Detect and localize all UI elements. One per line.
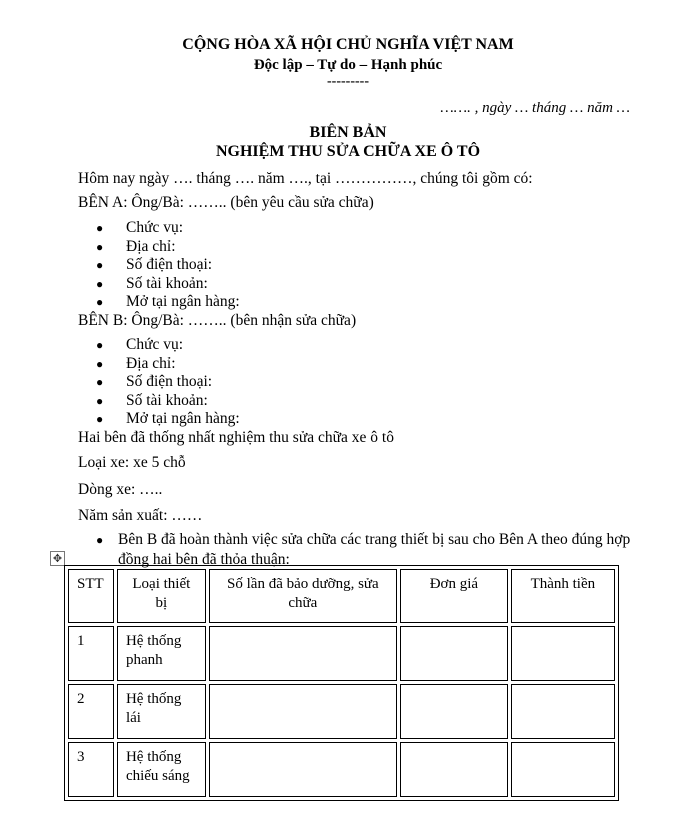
republic-heading: CỘNG HÒA XÃ HỘI CHỦ NGHĨA VIỆT NAM [182,36,514,53]
table-cell[interactable] [400,684,508,739]
table-cell[interactable] [511,626,615,681]
bullet-icon: ● [96,258,104,272]
table-cell[interactable] [209,684,397,739]
list-item: ● Chức vụ: [96,336,184,353]
header-cell: STT [68,569,114,623]
repair-table [64,565,619,801]
agreement-text: Hai bên đã thống nhất nghiệm thu sửa chữa xe ô tô [78,429,394,446]
table-cell[interactable]: Hệ thống lái [117,684,206,739]
bullet-icon: ● [96,221,104,235]
motto: Độc lập – Tự do – Hạnh phúc [253,57,443,73]
bullet-icon: ● [96,533,104,547]
header-cell: Loại thiết bị [117,569,206,623]
bullet-icon: ● [96,393,104,408]
vehicle-model: Dòng xe: ….. [78,481,163,498]
bullet-icon: ● [96,375,104,389]
bullet-icon: ● [96,295,104,309]
separator: --------- [327,74,369,89]
table-row [68,742,615,797]
party-a-heading: BÊN A: Ông/Bà: …….. (bên yêu cầu sửa chữa) [78,194,374,211]
list-item: ● Số tài khoản: [96,391,208,409]
table-cell[interactable]: 1 [68,626,114,681]
vehicle-type: Loại xe: xe 5 chỗ [78,454,186,471]
move-handle-icon[interactable]: ✥ [50,551,65,566]
table-cell[interactable] [511,742,615,797]
list-item: ● Số tài khoản: [96,274,208,292]
party-b-list [78,336,240,429]
table-cell[interactable] [511,684,615,739]
bullet-icon: ● [96,276,104,291]
bullet-icon: ● [96,356,104,371]
table-cell[interactable] [209,742,397,797]
list-item: ● Mở tại ngân hàng: [96,410,240,427]
title-line-2: NGHIỆM THU SỬA CHỮA XE Ô TÔ [215,143,481,160]
intro-text: Hôm nay ngày …. tháng …. năm …., tại ……………, chúng tôi gồm có: [78,170,533,187]
table-cell[interactable] [209,626,397,681]
table-cell[interactable]: 2 [68,684,114,739]
bullet-icon: ● [96,239,104,254]
table-cell[interactable] [400,742,508,797]
table-cell[interactable]: Hệ thống chiếu sáng [117,742,206,797]
header-cell: Số lần đã bảo dưỡng, sửa chữa [209,569,397,623]
list-item: ● Chức vụ: [96,219,184,236]
table-row [68,626,615,681]
table-header-row [68,569,615,623]
list-item: ● Số điện thoại: [96,373,213,390]
table-row [68,684,615,739]
header-cell: Đơn giá [400,569,508,623]
list-item: ● Địa chỉ: [96,237,176,255]
list-item: ● Mở tại ngân hàng: [96,293,240,310]
bullet-icon: ● [96,338,104,352]
table-cell[interactable] [400,626,508,681]
table-cell[interactable]: Hệ thống phanh [117,626,206,681]
header-cell: Thành tiền [511,569,615,623]
party-b-heading: BÊN B: Ông/Bà: …….. (bên nhận sửa chữa) [78,312,357,329]
party-a-list [78,219,240,312]
title-line-1: BIÊN BẢN [309,124,387,141]
list-item: ● Số điện thoại: [96,256,213,273]
vehicle-year: Năm sản xuất: …… [78,507,203,524]
table-cell[interactable]: 3 [68,742,114,797]
completion-paragraph: ● Bên B đã hoàn thành việc sửa chữa các trang thiết bị sau cho Bên A theo đúng hợp đồng hai bên đã thỏa thuận: [96,531,631,568]
bullet-icon: ● [96,412,104,426]
date-line: ……. , ngày … tháng … năm … [440,100,630,116]
list-item: ● Địa chỉ: [96,354,176,372]
